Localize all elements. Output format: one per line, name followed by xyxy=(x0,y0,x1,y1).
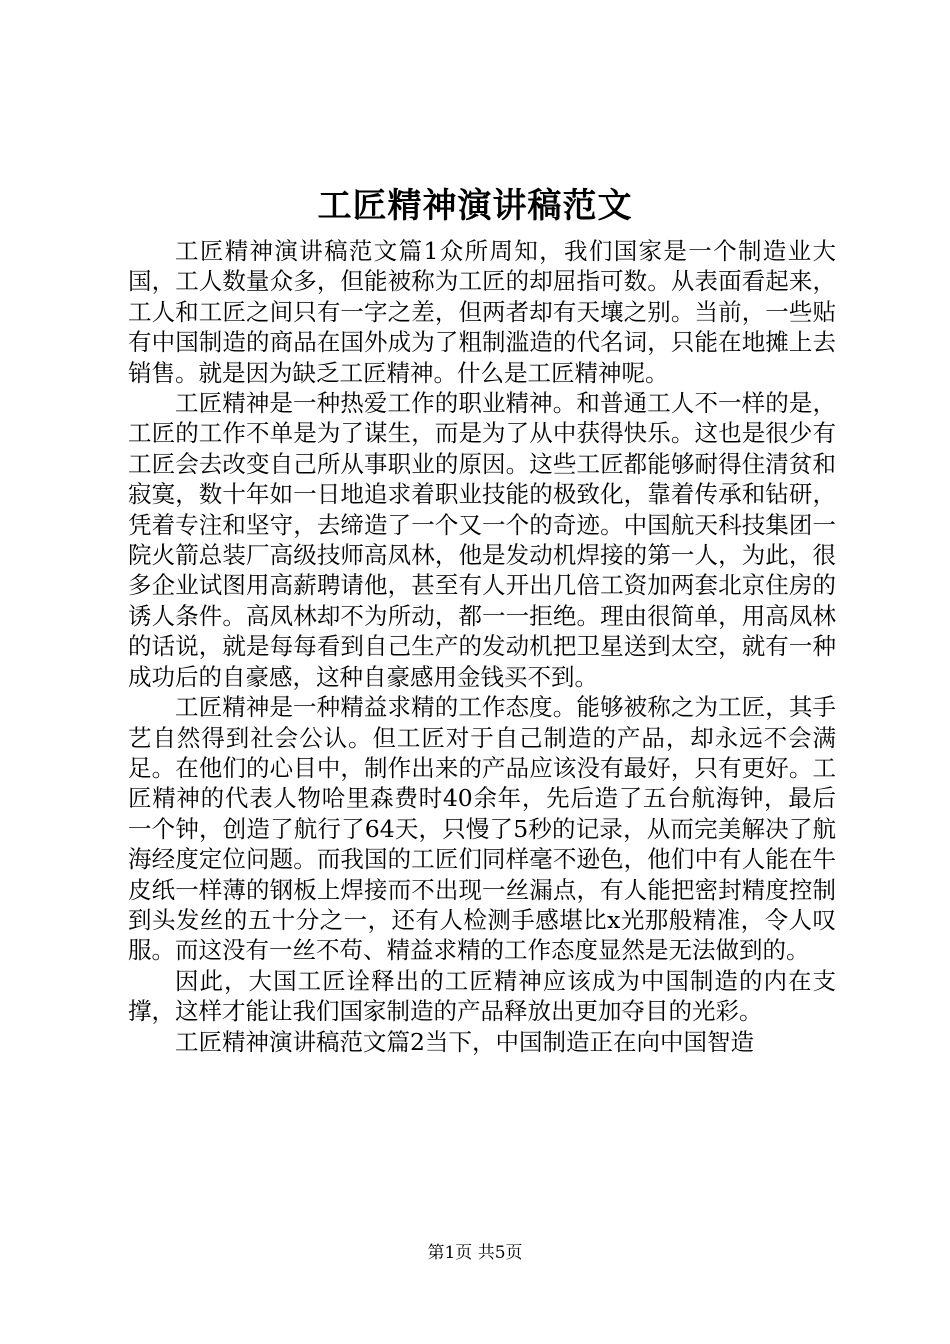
paragraph-3: 工匠精神是一种精益求精的工作态度。能够被称之为工匠，其手艺自然得到社会公认。但工匠对于自己制造的产品，却永远不会满足。在他们的心目中，制作出来的产品应该没有最好，只有更好。工匠精神的代表人物哈里森费时40余年，先后造了五台航海钟，最后一个钟，创造了航行了64天，只慢了5秒的记录，从而完美解决了航海经度定位问题。而我国的工匠们同样毫不逊色，他们中有人能在牛皮纸一样薄的钢板上焊接而不出现一丝漏点，有人能把密封精度控制到头发丝的五十分之一，还有人检测手感堪比x光那般精准，令人叹服。而这没有一丝不苟、精益求精的工作态度显然是无法做到的。 xyxy=(128,693,836,965)
paragraph-1: 工匠精神演讲稿范文篇1众所周知，我们国家是一个制造业大国，工人数量众多，但能被称为工匠的却屈指可数。从表面看起来，工人和工匠之间只有一字之差，但两者却有天壤之别。当前，一些贴有中国制造的商品在国外成为了粗制滥造的代名词，只能在地摊上去销售。就是因为缺乏工匠精神。什么是工匠精神呢。 xyxy=(128,237,836,387)
page-footer: 第1页 共5页 xyxy=(427,1243,523,1263)
paragraph-4: 因此，大国工匠诠释出的工匠精神应该成为中国制造的内在支撑，这样才能让我们国家制造的产品释放出更加夺目的光彩。 xyxy=(128,966,836,1026)
document-title: 工匠精神演讲稿范文 xyxy=(317,186,633,226)
document-body xyxy=(128,236,836,1057)
paragraph-2: 工匠精神是一种热爱工作的职业精神。和普通工人不一样的是，工匠的工作不单是为了谋生，而是为了从中获得快乐。这也是很少有工匠会去改变自己所从事职业的原因。这些工匠都能够耐得住清贫和寂寞，数十年如一日地追求着职业技能的极致化，靠着传承和钻研，凭着专注和坚守，去缔造了一个又一个的奇迹。中国航天科技集团一院火箭总装厂高级技师高凤林，他是发动机焊接的第一人，为此，很多企业试图用高薪聘请他，甚至有人开出几倍工资加两套北京住房的诱人条件。高凤林却不为所动，都一一拒绝。理由很简单，用高凤林的话说，就是每每看到自己生产的发动机把卫星送到太空，就有一种成功后的自豪感，这种自豪感用金钱买不到。 xyxy=(128,389,836,691)
paragraph-5: 工匠精神演讲稿范文篇2当下，中国制造正在向中国智造 xyxy=(175,1027,754,1056)
